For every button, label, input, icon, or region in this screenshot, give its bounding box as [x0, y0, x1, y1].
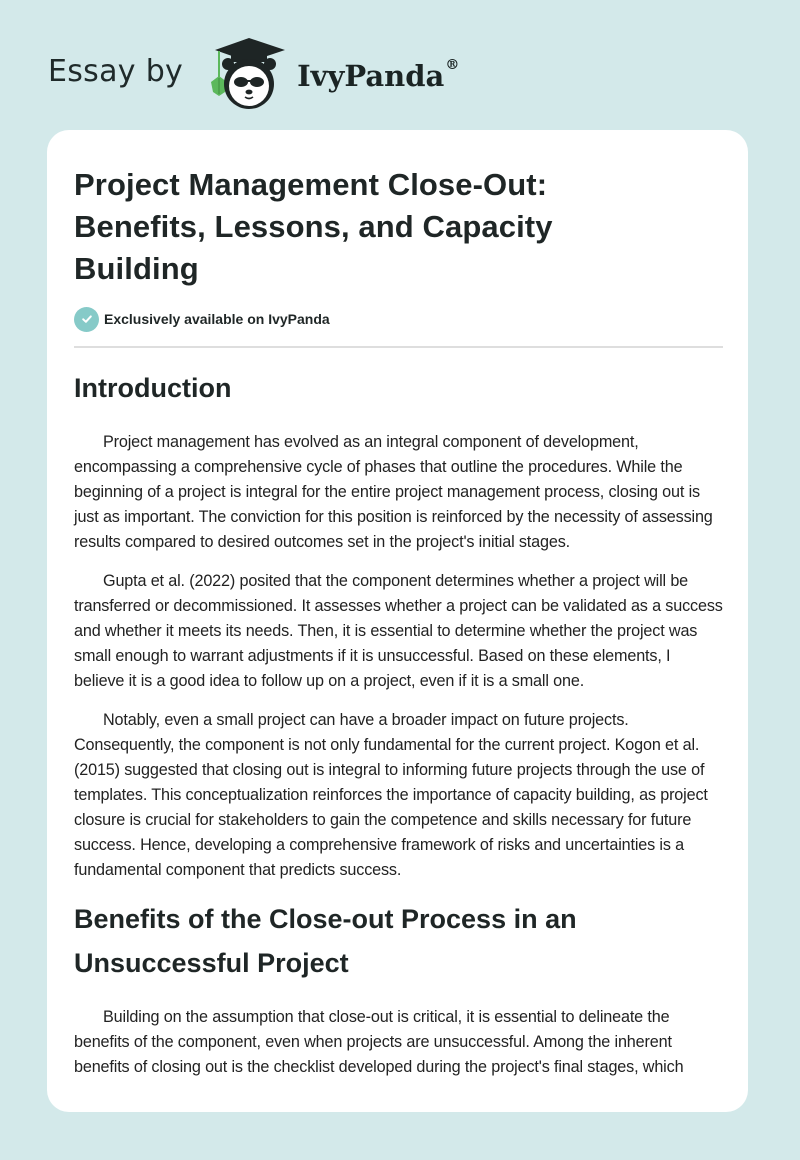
paragraph: Notably, even a small project can have a broader impact on future projects. Consequently, the component is not only fundamental for the current project. Kogon et al. (2015) suggested that closing out is integral to informing future projects through the use of templates. This conceptualization reinforces the importance of capacity building, as project closure is crucial for stakeholders to gain the competence and skills necessary for future success. Hence, developing a comprehensive framework of risks and uncertainties is a fundamental component that predicts success.: [74, 711, 708, 879]
essay-card: [47, 130, 748, 1112]
paragraph: Gupta et al. (2022) posited that the component determines whether a project will be transferred or decommissioned. It assesses whether a project can be validated as a success and whether it meets its needs. Then, it is essential to determine whether the project was small enough to warrant adjustments if it is unsuccessful. Based on these elements, I believe it is a good idea to follow up on a project, even if it is a small one.: [74, 572, 723, 690]
check-circle-icon: [74, 307, 99, 332]
essay-title: [74, 164, 724, 290]
divider: [74, 346, 723, 348]
section-heading-introduction: Introduction: [74, 373, 232, 403]
title-line: Project Management Close-Out:: [74, 167, 548, 202]
paragraph: Building on the assumption that close-out is critical, it is essential to delineate the benefits of the component, even when projects are unsuccessful. Among the inherent benefits of closing out is the checklist developed during the project's final stages, which: [74, 1008, 684, 1076]
essay-content: [74, 164, 724, 1080]
title-line: Benefits, Lessons, and Capacity: [74, 209, 553, 244]
badge-text: Exclusively available on IvyPanda: [104, 311, 330, 327]
title-line: Building: [74, 251, 199, 286]
heading-line: Benefits of the Close-out Process in an: [74, 904, 577, 934]
exclusive-badge: [74, 306, 724, 332]
registered-mark: ®: [445, 57, 460, 73]
site-header: [48, 34, 459, 114]
paragraph: Project management has evolved as an integral component of development, encompassing a comprehensive cycle of phases that outline the procedures. While the beginning of a project is integral for the entire project management process, closing out is just as important. The conviction for this position is reinforced by the necessity of assessing results compared to desired outcomes set in the project's initial stages.: [74, 433, 713, 551]
brand-name[interactable]: [297, 59, 459, 93]
panda-graduate-logo-icon[interactable]: [201, 34, 291, 114]
essay-by-label: Essay by: [48, 53, 184, 89]
heading-line: Unsuccessful Project: [74, 948, 349, 978]
section-heading-benefits: [74, 897, 724, 985]
brand-text: IvyPanda: [297, 59, 445, 93]
